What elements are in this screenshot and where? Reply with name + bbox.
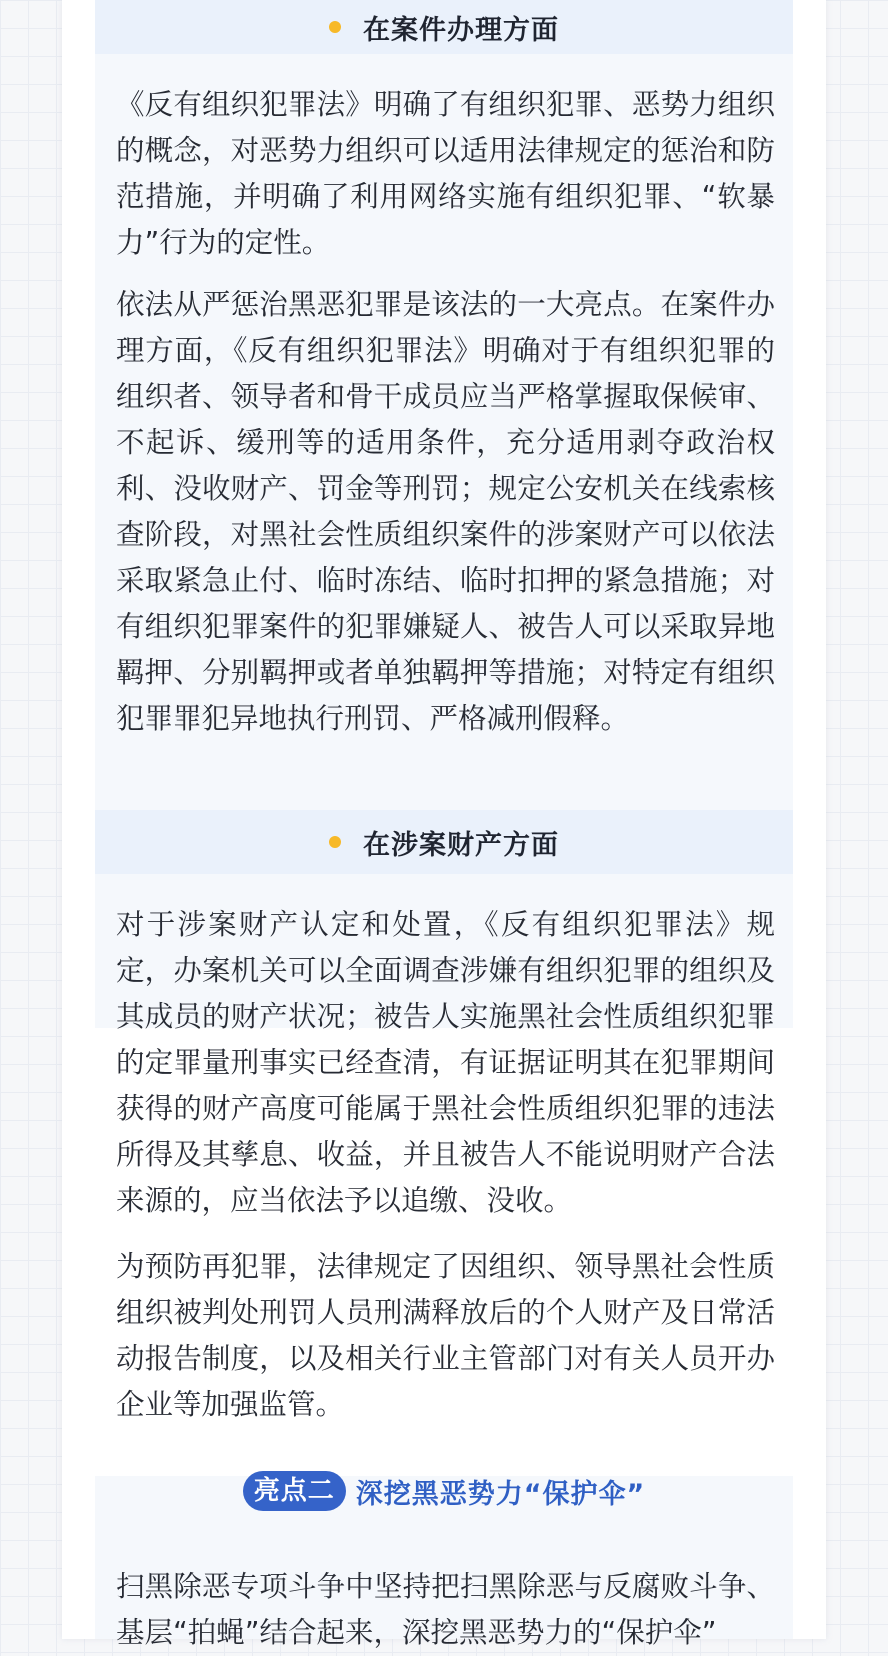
section-header-case-handling bbox=[95, 0, 793, 54]
paragraph: 《反有组织犯罪法》明确了有组织犯罪、恶势力组织的概念，对恶势力组织可以适用法律规定的惩治和防范措施，并明确了利用网络实施有组织犯罪、“软暴力”行为的定性。 bbox=[116, 88, 775, 259]
highlight-heading bbox=[0, 1468, 888, 1514]
highlight-title: 深挖黑恶势力“保护伞” bbox=[355, 1478, 646, 1510]
section-title: 在案件办理方面 bbox=[363, 14, 559, 46]
section-header-case-property bbox=[95, 810, 793, 874]
paragraph: 为预防再犯罪，法律规定了因组织、领导黑社会性质组织被判处刑罚人员刑满释放后的个人财产及日常活动报告制度，以及相关行业主管部门对有关人员开办企业等加强监管。 bbox=[116, 1250, 775, 1421]
paragraph: 扫黑除恶专项斗争中坚持把扫黑除恶与反腐败斗争、基层“拍蝇”结合起来，深挖黑恶势力的“保护伞” bbox=[116, 1570, 775, 1649]
bullet-dot-icon bbox=[329, 21, 341, 33]
section-title: 在涉案财产方面 bbox=[363, 829, 559, 861]
bullet-dot-icon bbox=[329, 836, 341, 848]
paragraph: 依法从严惩治黑恶犯罪是该法的一大亮点。在案件办理方面，《反有组织犯罪法》明确对于有组织犯罪的组织者、领导者和骨干成员应当严格掌握取保候审、不起诉、缓刑等的适用条件，充分适用剥夺政治权利、没收财产、罚金等刑罚；规定公安机关在线索核查阶段，对黑社会性质组织案件的涉案财产可以依法采取紧急止付、临时冻结、临时扣押的紧急措施；对有组织犯罪案件的犯罪嫌疑人、被告人可以采取异地羁押、分别羁押或者单独羁押等措施；对特定有组织犯罪罪犯异地执行刑罚、严格减刑假释。 bbox=[116, 288, 775, 735]
paragraph: 对于涉案财产认定和处置，《反有组织犯罪法》规定，办案机关可以全面调查涉嫌有组织犯罪的组织及其成员的财产状况；被告人实施黑社会性质组织犯罪的定罪量刑事实已经查清，有证据证明其在犯罪期间获得的财产高度可能属于黑社会性质组织犯罪的违法所得及其孳息、收益，并且被告人不能说明财产合法来源的，应当依法予以追缴、没收。 bbox=[116, 908, 775, 1217]
highlight-badge: 亮点二 bbox=[243, 1471, 346, 1511]
